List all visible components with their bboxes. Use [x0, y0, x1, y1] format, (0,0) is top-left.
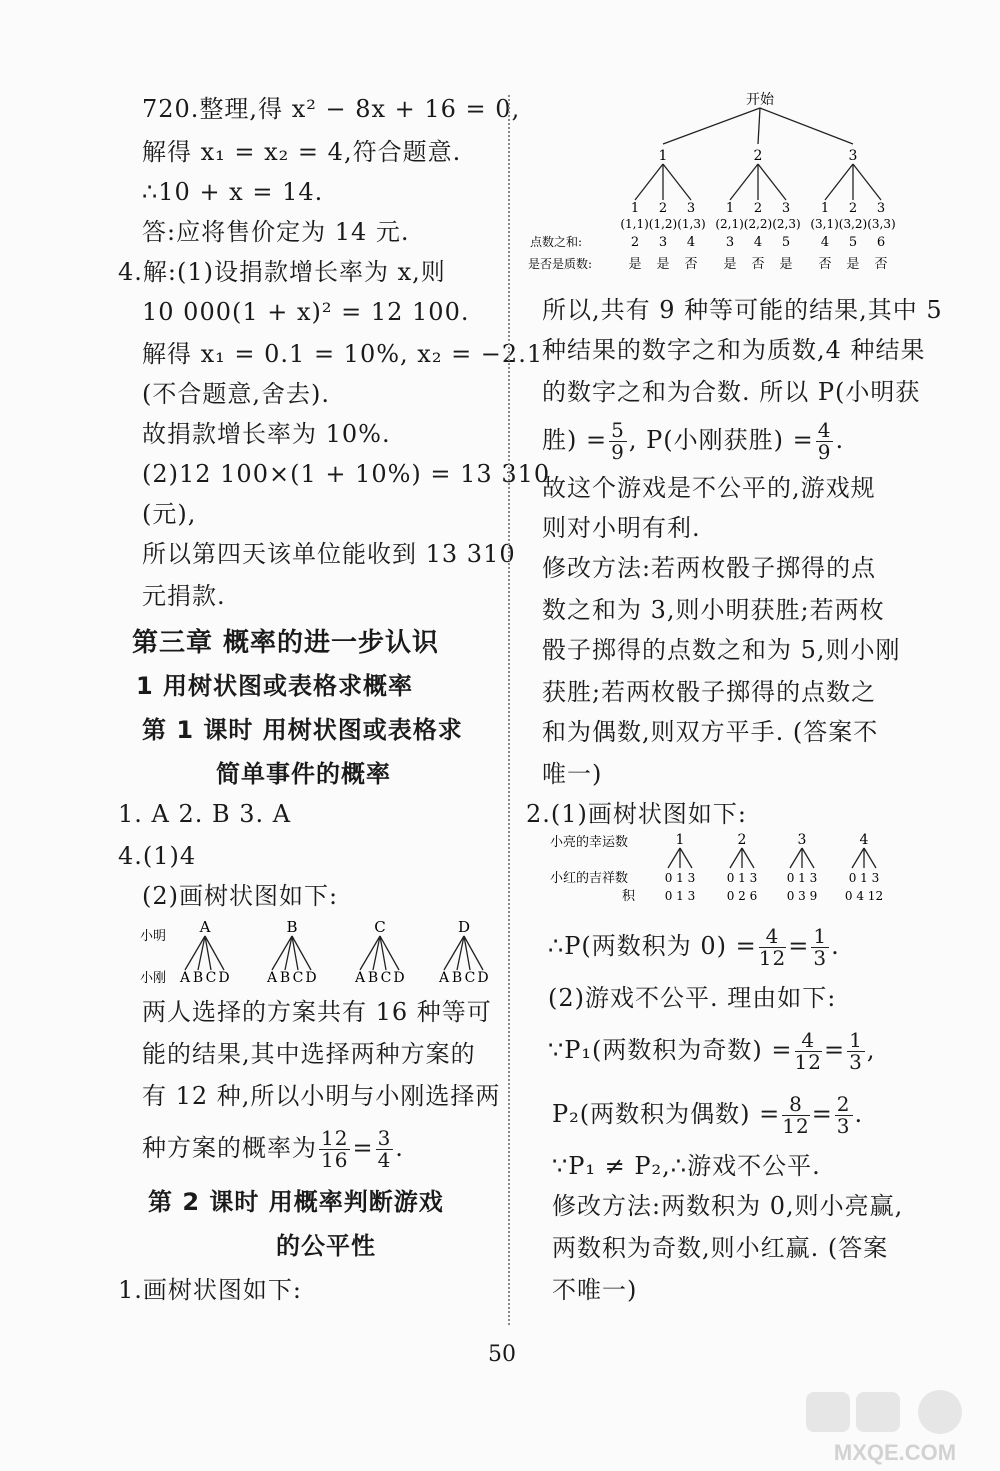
- denominator: 3: [836, 1114, 851, 1138]
- text: ∵P₁(两数积为奇数) =: [548, 1036, 793, 1064]
- equals: =: [352, 1134, 374, 1162]
- answer-line: [548, 926, 840, 969]
- answer-line: (2)游戏不公平. 理由如下:: [548, 984, 837, 1012]
- answer-line: 720.整理,得 x² − 8x + 16 = 0,: [142, 95, 521, 123]
- tree-node: B: [286, 918, 298, 936]
- answer-line: (2)画树状图如下:: [142, 882, 339, 910]
- tree-branch: [758, 108, 760, 144]
- tree-node: 3: [848, 148, 858, 164]
- tree-node: 1: [675, 832, 685, 848]
- tree-leaf: A: [266, 970, 278, 986]
- tree-root: 开始: [746, 92, 774, 108]
- tree-branch: [790, 848, 802, 868]
- tree-branch: [825, 164, 853, 200]
- answer-line: 1. A 2. B 3. A: [118, 800, 292, 828]
- tree-diagram-ming: [130, 912, 510, 992]
- numerator: 8: [782, 1094, 809, 1116]
- tree-leaf: D: [218, 970, 230, 986]
- tree-leaf: 2: [753, 201, 763, 216]
- fraction: [376, 1128, 394, 1171]
- tree-leaf: 1: [820, 201, 830, 216]
- tree-leaf: D: [305, 970, 317, 986]
- text: .: [835, 426, 845, 454]
- answer-line: ∴10 + x = 14.: [142, 178, 324, 206]
- numerator: 2: [836, 1092, 851, 1116]
- answer-line: 元捐款.: [142, 582, 226, 610]
- answer-line: [548, 1030, 875, 1073]
- lesson-title-cont: 的公平性: [276, 1232, 376, 1260]
- answer-line: 两数积为奇数,则小红赢. (答案: [552, 1234, 889, 1262]
- watermark-logo: [800, 1388, 990, 1468]
- tree-node: 4: [859, 832, 869, 848]
- answer-line: 所以第四天该单位能收到 13 310: [142, 540, 516, 568]
- tree-row-label: 是否是质数:: [528, 257, 593, 271]
- sum-value: 5: [848, 235, 858, 250]
- answer-line: 故这个游戏是不公平的,游戏规: [542, 474, 876, 502]
- answer-line: 4.(1)4: [118, 842, 197, 870]
- tree-pair: (3,1)(3,2)(3,3): [810, 217, 896, 231]
- answer-line: 则对小明有利.: [542, 514, 701, 542]
- denominator: 3: [813, 946, 828, 970]
- tree-leaf: B: [192, 970, 204, 986]
- answer-line: 有 12 种,所以小明与小刚选择两: [142, 1082, 501, 1110]
- equals: =: [823, 1036, 846, 1064]
- tree-branch: [680, 848, 692, 868]
- tree-branches: [620, 108, 895, 272]
- tree-branch: [730, 164, 758, 200]
- numerator: 5: [611, 418, 625, 442]
- tree-row-label: 小亮的幸运数: [550, 835, 629, 850]
- section-title: 1 用树状图或表格求概率: [136, 672, 414, 700]
- tree-diagram-dice: [528, 88, 898, 278]
- answer-line: [552, 1094, 863, 1137]
- equals: =: [788, 932, 810, 960]
- numerator: 3: [377, 1126, 392, 1150]
- equals: =: [811, 1100, 833, 1128]
- text: .: [831, 932, 840, 960]
- tree-leaf: 3: [686, 201, 696, 216]
- tree-diagram-luck: [544, 830, 894, 906]
- denominator: 9: [611, 440, 625, 464]
- denominator: 4: [377, 1148, 392, 1172]
- denominator: 12: [794, 1050, 822, 1074]
- sum-value: 3: [725, 235, 735, 250]
- tree-branch: [663, 108, 760, 144]
- answer-line: [142, 1128, 404, 1171]
- tree-row-label: 小红的吉祥数: [550, 871, 629, 886]
- numerator: 4: [795, 1030, 822, 1052]
- tree-leaf: B: [279, 970, 291, 986]
- prime-value: 是: [628, 257, 642, 272]
- tree-leaf: B: [451, 970, 463, 986]
- lesson-title: 第 2 课时 用概率判断游戏: [148, 1188, 444, 1216]
- fraction: [782, 1094, 809, 1137]
- page-number: 50: [488, 1342, 516, 1367]
- tree-row-label: 小刚: [140, 971, 167, 986]
- tree-row-label: 点数之和:: [530, 235, 583, 249]
- text: ,: [866, 1036, 876, 1064]
- numerator: 4: [817, 418, 832, 442]
- tree-leaf: 0 1 3: [848, 871, 880, 885]
- numerator: 1: [849, 1028, 863, 1052]
- tree-leaf: C: [464, 970, 476, 986]
- sum-value: 4: [753, 235, 763, 250]
- watermark-block: [856, 1392, 900, 1432]
- tree-node: D: [457, 918, 471, 936]
- tree-leaf: A: [354, 970, 366, 986]
- answer-line: 种结果的数字之和为质数,4 种结果: [542, 336, 926, 364]
- answer-line: 唯一): [542, 760, 603, 788]
- tree-leaf: 2: [848, 201, 858, 216]
- tree-branch: [742, 848, 754, 868]
- watermark-text: MXQE.COM: [833, 1440, 957, 1465]
- tree-branch: [864, 848, 876, 868]
- tree-leaf: 0 1 3: [786, 871, 818, 885]
- tree-leaf: 3: [876, 201, 886, 216]
- fraction: [319, 1128, 350, 1171]
- text: .: [395, 1134, 404, 1162]
- prime-value: 是: [779, 257, 793, 272]
- answer-line: 修改方法:两数积为 0,则小亮赢,: [552, 1192, 904, 1220]
- denominator: 16: [321, 1148, 349, 1172]
- tree-branch: [635, 164, 663, 200]
- numerator: 12: [321, 1126, 349, 1150]
- tree-branch: [730, 848, 742, 868]
- lesson-title-cont: 简单事件的概率: [216, 760, 391, 788]
- tree-branch: [852, 848, 864, 868]
- tree-leaf: 2: [658, 201, 668, 216]
- text: , P(小刚获胜) =: [628, 426, 814, 454]
- tree-row-label: 积: [622, 889, 636, 904]
- sum-value: 2: [630, 235, 640, 250]
- text: .: [854, 1100, 864, 1128]
- fraction: [811, 926, 829, 969]
- sum-value: 3: [658, 235, 668, 250]
- column-divider: [508, 95, 510, 1325]
- answer-line: [542, 420, 844, 463]
- tree-pair: (1,1)(1,2)(1,3): [620, 217, 706, 231]
- denominator: 9: [817, 440, 832, 464]
- product-value: 0 2 6: [726, 889, 758, 903]
- prime-value: 否: [874, 257, 888, 272]
- answer-line: 不唯一): [552, 1276, 638, 1304]
- answer-line: 数之和为 3,则小明获胜;若两枚: [542, 596, 885, 624]
- product-value: 0 3 9: [786, 889, 818, 903]
- tree-branches: [179, 918, 489, 986]
- answer-line: 10 000(1 + x)² = 12 100.: [142, 298, 470, 326]
- tree-leaf: A: [438, 970, 450, 986]
- prime-value: 否: [818, 257, 832, 272]
- answer-line: 的数字之和为合数. 所以 P(小明获: [542, 378, 921, 406]
- sum-value: 6: [876, 235, 886, 250]
- prime-value: 否: [684, 257, 698, 272]
- tree-branch: [802, 848, 814, 868]
- fraction: [795, 1030, 822, 1073]
- fraction: [835, 1094, 853, 1137]
- tree-node: 3: [797, 832, 807, 848]
- tree-leaf: 3: [781, 201, 791, 216]
- sum-value: 5: [781, 235, 791, 250]
- tree-branch: [760, 108, 853, 144]
- answer-line: 1.画树状图如下:: [118, 1276, 302, 1304]
- answer-line: 故捐款增长率为 10%.: [142, 420, 391, 448]
- product-value: 0 4 12: [844, 889, 884, 903]
- tree-leaf: B: [367, 970, 379, 986]
- tree-pair: (2,1)(2,2)(2,3): [715, 217, 801, 231]
- tree-node: C: [374, 918, 386, 936]
- denominator: 3: [849, 1050, 863, 1074]
- watermark-block: [806, 1392, 850, 1432]
- answer-line: 获胜;若两枚骰子掷得的点数之: [542, 678, 877, 706]
- answer-line: 解得 x₁ = x₂ = 4,符合题意.: [142, 138, 462, 166]
- tree-node: 1: [658, 148, 668, 164]
- tree-branch: [758, 164, 786, 200]
- answer-line: 答:应将售价定为 14 元.: [142, 218, 410, 246]
- prime-value: 是: [656, 257, 670, 272]
- tree-node: 2: [737, 832, 747, 848]
- tree-leaf: 1: [630, 201, 640, 216]
- prime-value: 否: [751, 257, 765, 272]
- answer-line: 所以,共有 9 种等可能的结果,其中 5: [542, 296, 943, 324]
- answer-line: (不合题意,舍去).: [142, 380, 330, 408]
- answer-line: ∵P₁ ≠ P₂,∴游戏不公平.: [552, 1152, 821, 1180]
- tree-leaf: A: [179, 970, 191, 986]
- sum-value: 4: [686, 235, 696, 250]
- numerator: 1: [813, 924, 828, 948]
- tree-branch: [853, 164, 881, 200]
- tree-leaf: C: [292, 970, 304, 986]
- text: 种方案的概率为: [142, 1134, 317, 1162]
- tree-branch: [663, 164, 691, 200]
- prime-value: 是: [846, 257, 860, 272]
- fraction: [847, 1030, 865, 1073]
- tree-branches: [665, 832, 883, 903]
- watermark-circle: [918, 1390, 962, 1434]
- fraction: [816, 420, 834, 463]
- prime-value: 是: [723, 257, 737, 272]
- answer-line: 能的结果,其中选择两种方案的: [142, 1040, 476, 1068]
- answer-line: 骰子掷得的点数之和为 5,则小刚: [542, 636, 901, 664]
- tree-leaf: C: [380, 970, 392, 986]
- tree-leaf: 1: [725, 201, 735, 216]
- tree-leaf: D: [393, 970, 405, 986]
- text: ∴P(两数积为 0) =: [548, 932, 757, 960]
- answer-line: 2.(1)画树状图如下:: [526, 800, 747, 828]
- answer-line: (2)12 100×(1 + 10%) = 13 310: [142, 460, 551, 488]
- fraction: [759, 926, 786, 969]
- tree-leaf: C: [205, 970, 217, 986]
- tree-node: 2: [753, 148, 763, 164]
- answer-line: 和为偶数,则双方平手. (答案不: [542, 718, 879, 746]
- tree-node: A: [199, 918, 211, 936]
- lesson-title: 第 1 课时 用树状图或表格求: [142, 716, 463, 744]
- tree-row-label: 小明: [140, 929, 167, 944]
- answer-line: 两人选择的方案共有 16 种等可: [142, 998, 492, 1026]
- numerator: 4: [759, 926, 786, 948]
- answer-line: (元),: [142, 500, 197, 528]
- answer-line: 修改方法:若两枚骰子掷得的点: [542, 554, 877, 582]
- answer-line: 4.解:(1)设捐款增长率为 x,则: [118, 258, 446, 286]
- text: 胜) =: [542, 426, 608, 454]
- chapter-title: 第三章 概率的进一步认识: [132, 628, 440, 658]
- text: P₂(两数积为偶数) =: [552, 1100, 781, 1128]
- product-value: 0 1 3: [664, 889, 696, 903]
- tree-leaf: D: [477, 970, 489, 986]
- tree-branch: [668, 848, 680, 868]
- tree-leaf: 0 1 3: [726, 871, 758, 885]
- answer-line: 解得 x₁ = 0.1 = 10%, x₂ = −2.1: [142, 340, 544, 368]
- fraction: [609, 420, 627, 463]
- sum-value: 4: [820, 235, 830, 250]
- denominator: 12: [758, 946, 787, 970]
- tree-leaf: 0 1 3: [664, 871, 696, 885]
- denominator: 12: [782, 1114, 810, 1138]
